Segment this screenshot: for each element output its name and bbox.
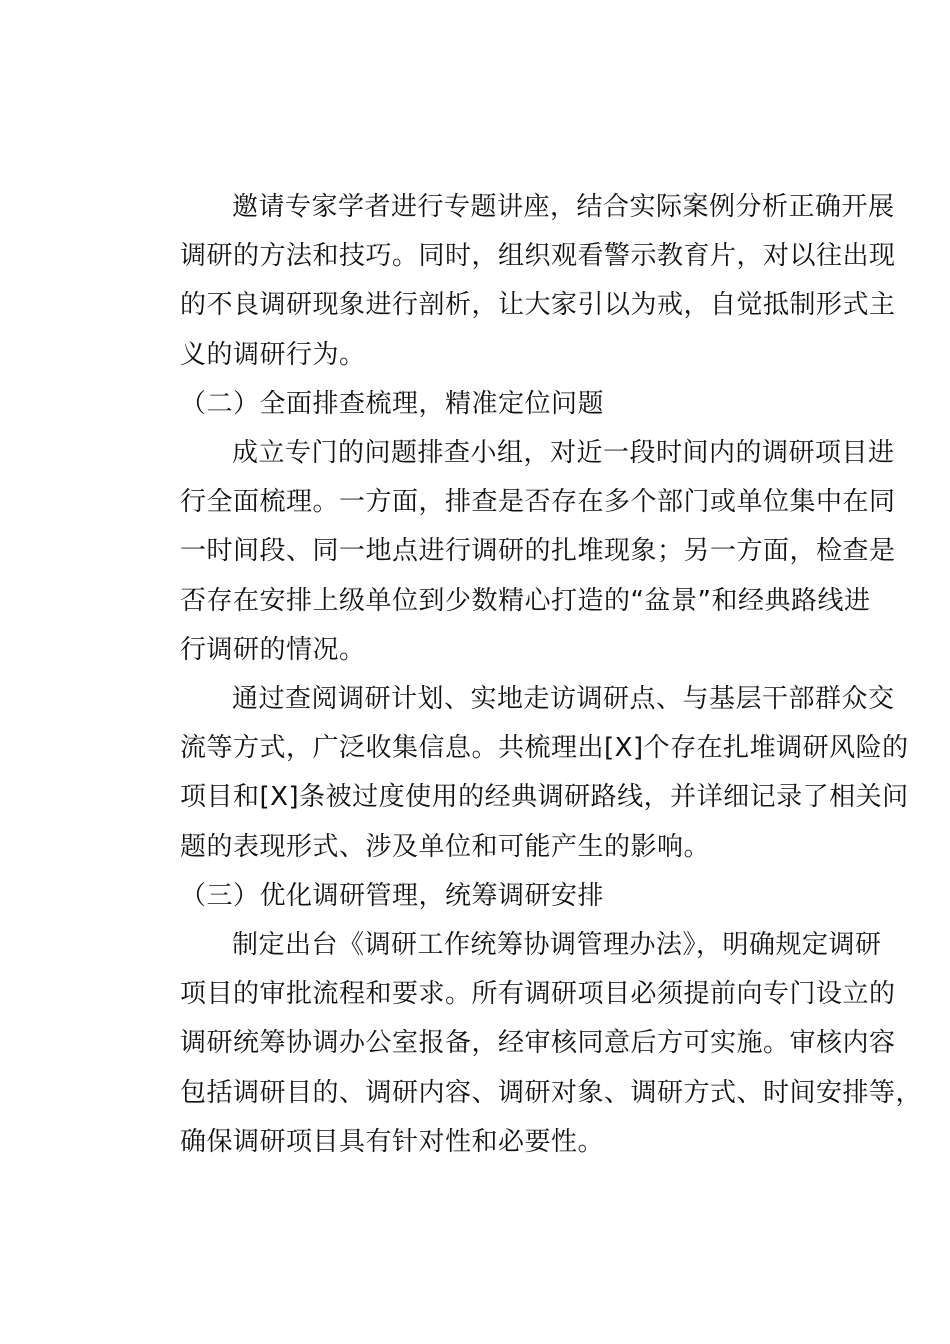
paragraph-management-measures (128, 921, 923, 1167)
text-line: 调研的方法和技巧。同时，组织观看警示教育片，对以往出现 (180, 241, 896, 272)
text-line: 义的调研行为。 (180, 339, 366, 370)
section-heading-2: （二）全面排查梳理，精准定位问题 (180, 388, 605, 419)
text-line: 题的表现形式、涉及单位和可能产生的影响。 (180, 831, 711, 862)
text-line: 包括调研目的、调研内容、调研对象、调研方式、时间安排等， (180, 1077, 923, 1108)
text-line: 邀请专家学者进行专题讲座，结合实际案例分析正确开展 (232, 192, 895, 222)
paragraph-investigation-team (128, 429, 896, 675)
text-line: 一时间段、同一地点进行调研的扎堆现象；另一方面，检查是 (180, 536, 896, 567)
paragraph-information-collection (128, 675, 909, 872)
text-line: 通过查阅调研计划、实地走访调研点、与基层干部群众交 (232, 684, 895, 715)
document-body (128, 183, 923, 1167)
text-line: 行全面梳理。一方面，排查是否存在多个部门或单位集中在同 (180, 487, 896, 518)
text-line: 项目和[X]条被过度使用的经典调研路线，并详细记录了相关问 (180, 782, 909, 813)
text-line: 确保调研项目具有针对性和必要性。 (180, 1126, 605, 1157)
text-line: 流等方式，广泛收集信息。共梳理出[X]个存在扎堆调研风险的 (180, 733, 909, 764)
paragraph-expert-lectures (128, 183, 896, 380)
text-line: 制定出台《调研工作统筹协调管理办法》，明确规定调研 (232, 930, 882, 961)
section-heading-3: （三）优化调研管理，统筹调研安排 (180, 880, 605, 911)
text-line: 的不良调研现象进行剖析，让大家引以为戒，自觉抵制形式主 (180, 290, 896, 321)
text-line: 否存在安排上级单位到少数精心打造的“盆景”和经典路线进 (180, 585, 871, 616)
text-line: 项目的审批流程和要求。所有调研项目必须提前向专门设立的 (180, 979, 896, 1010)
text-line: 调研统筹协调办公室报备，经审核同意后方可实施。审核内容 (180, 1028, 896, 1059)
text-line: 行调研的情况。 (180, 634, 366, 665)
text-line: 成立专门的问题排查小组，对近一段时间内的调研项目进 (232, 438, 895, 469)
